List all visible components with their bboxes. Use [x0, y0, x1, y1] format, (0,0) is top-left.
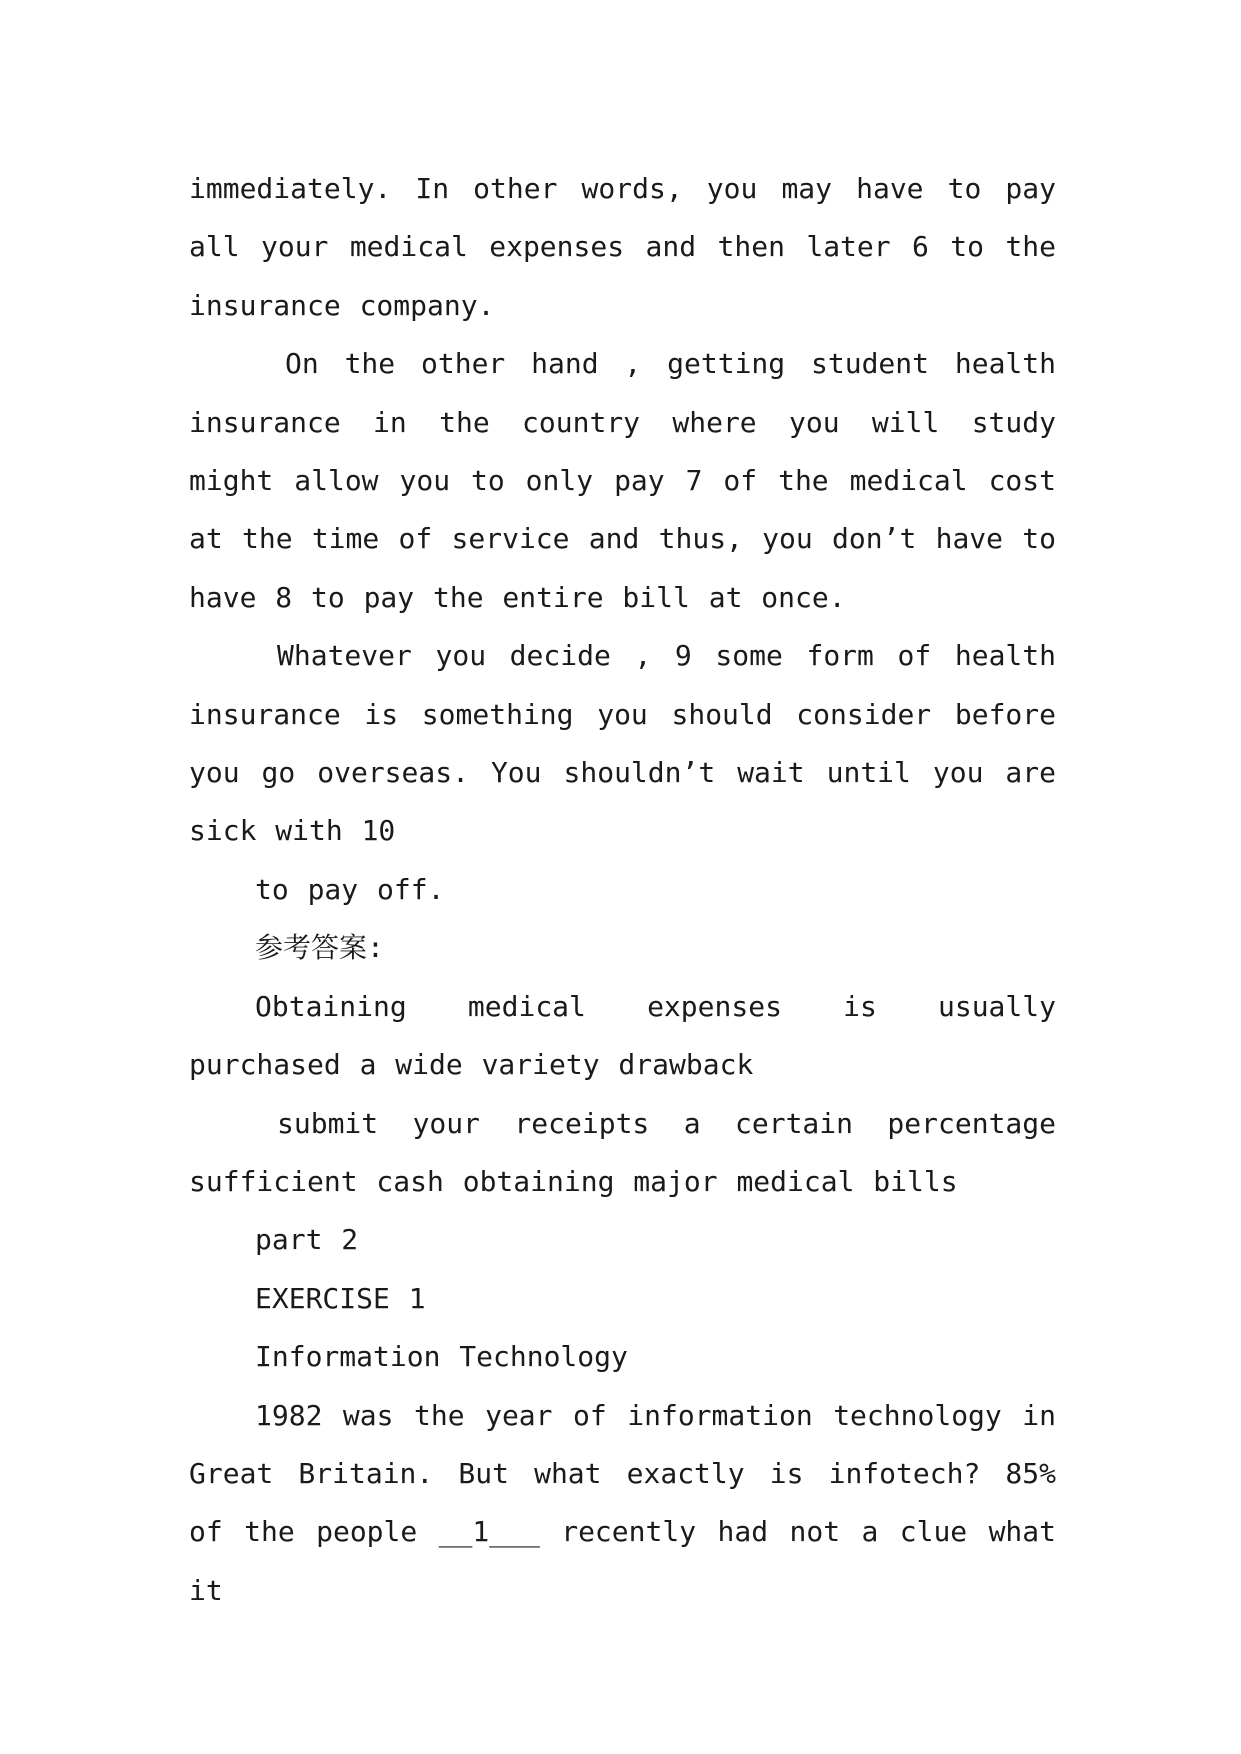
part-label: part 2	[255, 1223, 359, 1257]
document-body	[189, 160, 1056, 1620]
answers-line-1: Obtaining medical expenses is usually purchased a wide variety drawback	[189, 989, 1056, 1082]
paragraph-information-technology: 1982 was the year of information technology in Great Britain. But what exactly is infotech? 85% of the people __1___ recently had not a clue what it	[189, 1398, 1056, 1607]
paragraph-whatever-you-decide: Whatever you decide , 9 some form of health insurance is something you should consider before you go overseas. You shouldn’t wait until you are sick with 10	[189, 639, 1056, 848]
answers-line-2: submit your receipts a certain percentage sufficient cash obtaining major medical bills	[189, 1106, 1056, 1198]
paragraph-student-health-insurance: On the other hand , getting student health insurance in the country where you will study might allow you to only pay 7 of the medical cost at the time of service and thus, you don’t have to have 8 to pay the entire bill at once.	[189, 347, 1056, 614]
paragraph-pay-off: to pay off.	[255, 872, 445, 906]
paragraph-insurance-payment: immediately. In other words, you may have to pay all your medical expenses and then later 6 to the insurance company.	[189, 172, 1056, 322]
section-title: Information Technology	[255, 1340, 628, 1374]
exercise-label: EXERCISE 1	[255, 1281, 426, 1315]
answers-heading: 参考答案:	[255, 931, 384, 965]
